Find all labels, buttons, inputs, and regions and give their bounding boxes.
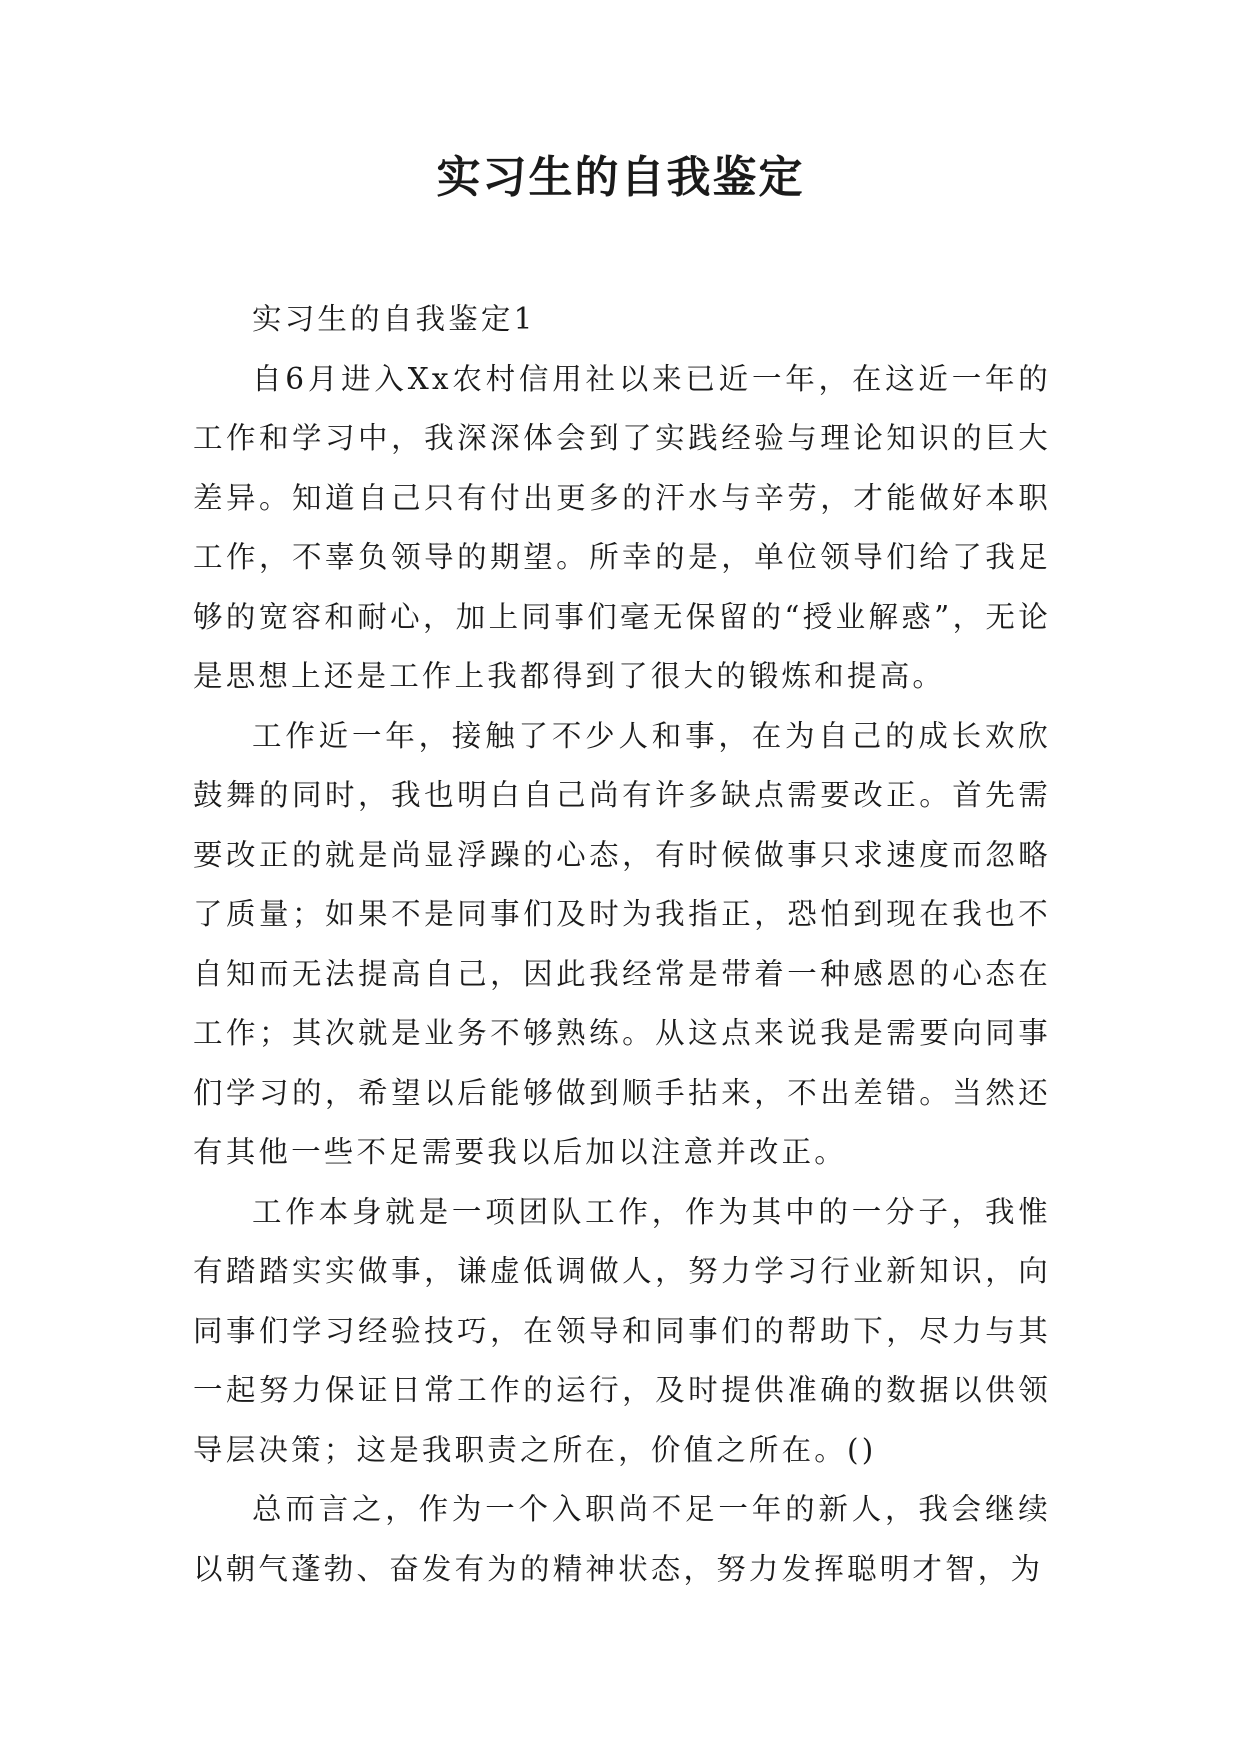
paragraph-1: 自6月进入Xx农村信用社以来已近一年，在这近一年的工作和学习中，我深深体会到了实践经验与理论知识的巨大差异。知道自己只有付出更多的汗水与辛劳，才能做好本职工作，不辜负领导的期望。所幸的是，单位领导们给了我足够的宽容和耐心，加上同事们毫无保留的“授业解惑”，无论是思想上还是工作上我都得到了很大的锻炼和提高。 bbox=[193, 361, 1051, 693]
paragraph-2: 工作近一年，接触了不少人和事，在为自己的成长欢欣鼓舞的同时，我也明白自己尚有许多缺点需要改正。首先需要改正的就是尚显浮躁的心态，有时候做事只求速度而忽略了质量；如果不是同事们及时为我指正，恐怕到现在我也不自知而无法提高自己，因此我经常是带着一种感恩的心态在工作；其次就是业务不够熟练。从这点来说我是需要向同事们学习的，希望以后能够做到顺手拈来，不出差错。当然还有其他一些不足需要我以后加以注意并改正。 bbox=[193, 718, 1051, 1169]
document-title: 实习生的自我鉴定 bbox=[436, 152, 805, 203]
paragraph-4: 总而言之，作为一个入职尚不足一年的新人，我会继续以朝气蓬勃、奋发有为的精神状态，努力发挥聪明才智，为 bbox=[193, 1492, 1051, 1586]
paragraph-3: 工作本身就是一项团队工作，作为其中的一分子，我惟有踏踏实实做事，谦虚低调做人，努力学习行业新知识，向同事们学习经验技巧，在领导和同事们的帮助下，尽力与其一起努力保证日常工作的运行，及时提供准确的数据以供领导层决策；这是我职责之所在，价值之所在。() bbox=[193, 1194, 1051, 1467]
document-body bbox=[193, 290, 1051, 1599]
section-heading: 实习生的自我鉴定1 bbox=[252, 302, 536, 336]
